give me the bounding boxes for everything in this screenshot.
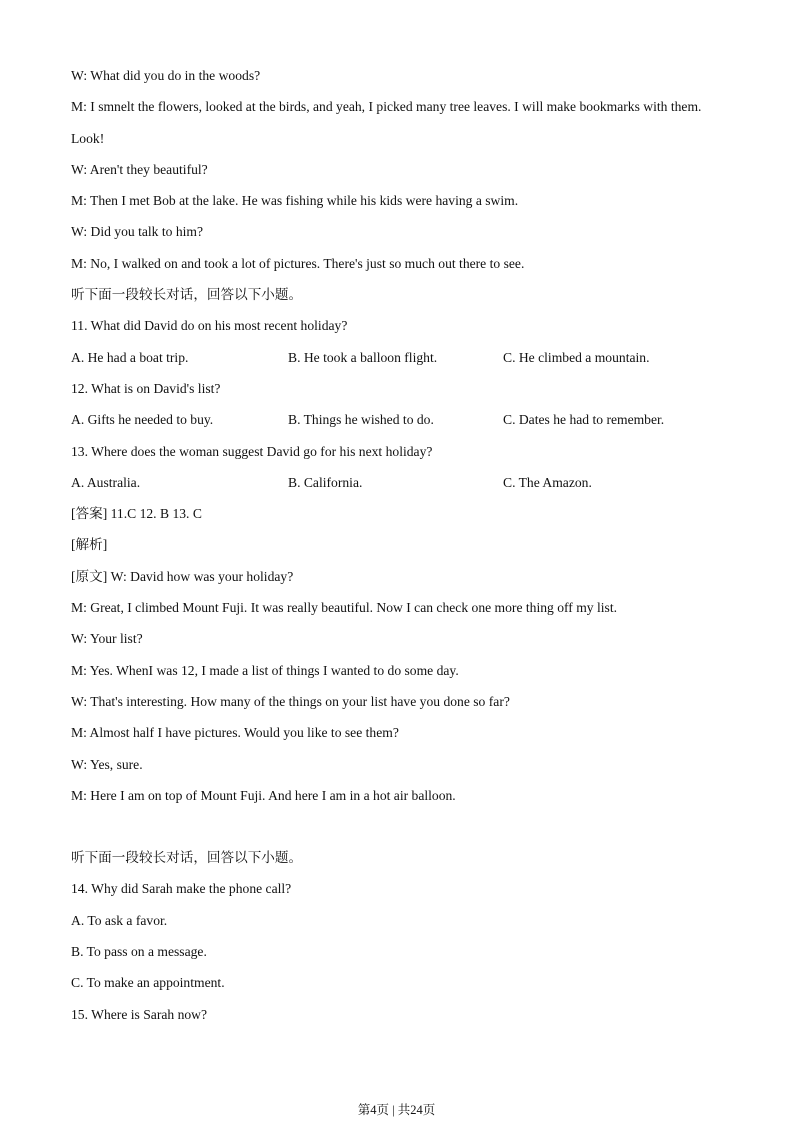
option-c: C. He climbed a mountain.: [503, 349, 650, 365]
option-a: A. He had a boat trip.: [71, 349, 189, 365]
question-13-options: [71, 470, 731, 501]
transcript-line: W: Yes, sure.: [71, 756, 143, 772]
document-page: [71, 63, 731, 1033]
option-c: C. The Amazon.: [503, 474, 592, 490]
option-a: A. To ask a favor.: [71, 912, 168, 928]
dialogue-line: Look!: [71, 130, 105, 146]
dialogue-line: W: What did you do in the woods?: [71, 68, 261, 83]
section-instruction: 听下面一段较长对话，回答以下小题。: [71, 850, 303, 866]
question-14: 14. Why did Sarah make the phone call?: [71, 881, 292, 897]
option-a: A. Gifts he needed to buy.: [71, 412, 214, 428]
option-b: B. He took a balloon flight.: [288, 349, 438, 365]
option-c: C. Dates he had to remember.: [503, 412, 665, 428]
option-b: B. California.: [288, 474, 363, 490]
transcript-line: M: Yes. WhenI was 12, I made a list of things I wanted to do some day.: [71, 662, 459, 678]
question-15: 15. Where is Sarah now?: [71, 1006, 208, 1022]
transcript-line: M: Here I am on top of Mount Fuji. And here I am in a hot air balloon.: [71, 787, 456, 803]
transcript-line: M: Great, I climbed Mount Fuji. It was really beautiful. Now I can check one more thing off my list.: [71, 600, 618, 616]
option-a: A. Australia.: [71, 474, 141, 490]
option-c: C. To make an appointment.: [71, 975, 225, 991]
question-12-options: [71, 407, 731, 438]
answer-key: [答案] 11.C 12. B 13. C: [71, 506, 202, 522]
option-b: B. Things he wished to do.: [288, 412, 434, 428]
question-12: 12. What is on David's list?: [71, 380, 221, 396]
question-13: 13. Where does the woman suggest David go for his next holiday?: [71, 443, 433, 459]
dialogue-line: M: No, I walked on and took a lot of pictures. There's just so much out there to see.: [71, 255, 525, 271]
dialogue-line: W: Aren't they beautiful?: [71, 161, 208, 177]
transcript-line: [原文] W: David how was your holiday?: [71, 568, 294, 584]
transcript-line: W: Your list?: [71, 631, 143, 647]
dialogue-line: W: Did you talk to him?: [71, 224, 204, 240]
section-instruction: 听下面一段较长对话，回答以下小题。: [71, 287, 303, 303]
transcript-line: M: Almost half I have pictures. Would you like to see them?: [71, 725, 399, 741]
transcript-line: W: That's interesting. How many of the things on your list have you done so far?: [71, 693, 510, 709]
dialogue-line: M: I smnelt the flowers, looked at the birds, and yeah, I picked many tree leaves. I will make bookmarks with them.: [71, 99, 702, 115]
analysis-label: [解析]: [71, 537, 108, 553]
dialogue-line: M: Then I met Bob at the lake. He was fishing while his kids were having a swim.: [71, 193, 519, 209]
question-11-options: [71, 345, 731, 376]
question-11: 11. What did David do on his most recent holiday?: [71, 318, 348, 334]
page-footer: 第4页 | 共24页: [357, 1103, 436, 1117]
option-b: B. To pass on a message.: [71, 944, 207, 960]
